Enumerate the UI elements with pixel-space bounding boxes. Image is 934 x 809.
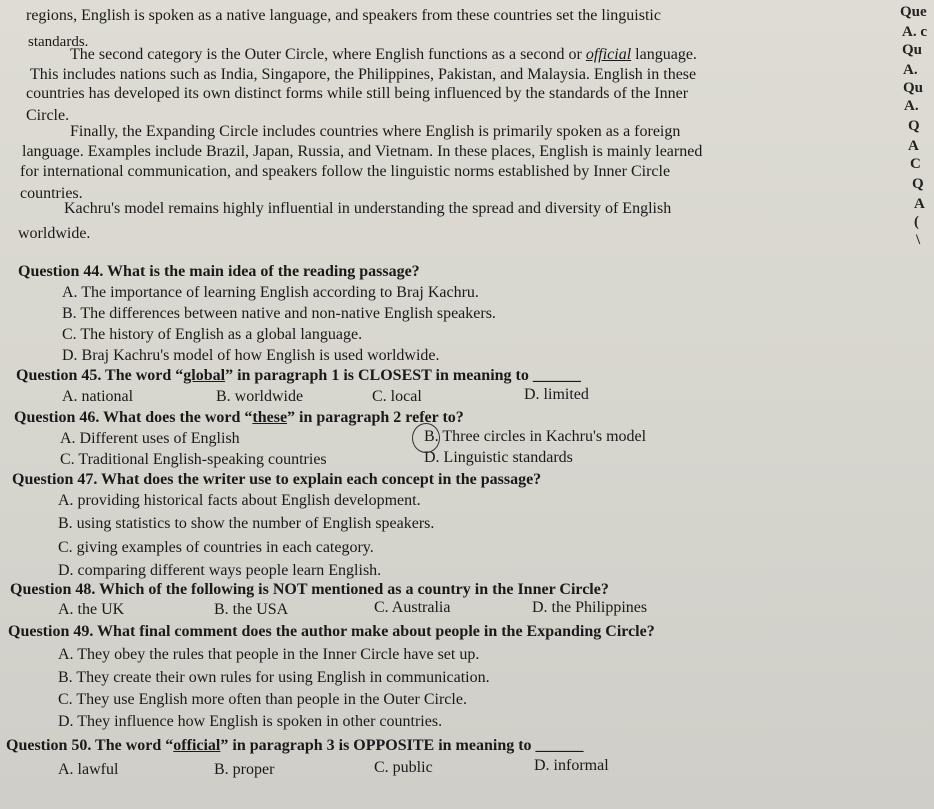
passage-line: countries. — [20, 185, 83, 202]
q45-option-b[interactable]: B. worldwide — [216, 388, 304, 405]
q48-option-a[interactable]: A. the UK — [58, 601, 125, 618]
passage-line: worldwide. — [18, 225, 91, 242]
q49-option-a[interactable]: A. They obey the rules that people in the Inner Circle have set up. — [58, 646, 480, 663]
passage-line: The second category is the Outer Circle, where English functions as a second or official language. — [70, 46, 697, 63]
q49-option-b[interactable]: B. They create their own rules for using English in communication. — [58, 669, 490, 686]
q46-option-c[interactable]: C. Traditional English-speaking countries — [60, 451, 327, 468]
side-fragment: Qu — [903, 80, 924, 96]
passage-line: standards. — [28, 34, 89, 50]
q50-option-a[interactable]: A. lawful — [58, 761, 119, 778]
q48-option-d[interactable]: D. the Philippines — [532, 599, 648, 616]
q47-option-c[interactable]: C. giving examples of countries in each category. — [58, 539, 374, 556]
q45-option-d[interactable]: D. limited — [524, 386, 589, 403]
side-fragment: ( — [914, 214, 919, 230]
passage-line: Kachru's model remains highly influential in understanding the spread and diversity of English — [64, 200, 672, 217]
question-44-stem: Question 44. What is the main idea of the reading passage? — [18, 263, 420, 280]
question-46-stem: Question 46. What does the word “these” in paragraph 2 refer to? — [14, 409, 464, 426]
side-fragment: Q — [912, 176, 924, 192]
q46-option-b[interactable]: B. Three circles in Kachru's model — [424, 428, 647, 445]
side-fragment: A — [908, 138, 919, 154]
side-fragment: C — [910, 156, 921, 172]
question-48-stem: Question 48. Which of the following is NOT mentioned as a country in the Inner Circle? — [10, 581, 609, 598]
q47-option-a[interactable]: A. providing historical facts about English development. — [58, 492, 421, 509]
q47-option-b[interactable]: B. using statistics to show the number of English speakers. — [58, 515, 435, 532]
q44-option-a[interactable]: A. The importance of learning English according to Braj Kachru. — [62, 284, 479, 301]
q46-option-d[interactable]: D. Linguistic standards — [424, 449, 573, 466]
q49-option-c[interactable]: C. They use English more often than people in the Outer Circle. — [58, 691, 467, 708]
question-50-stem: Question 50. The word “official” in paragraph 3 is OPPOSITE in meaning to ______ — [6, 737, 584, 754]
side-fragment: Que — [900, 4, 927, 20]
side-fragment: \ — [916, 232, 921, 248]
side-fragment: A — [914, 196, 925, 212]
question-45-stem: Question 45. The word “global” in paragraph 1 is CLOSEST in meaning to ______ — [16, 367, 581, 384]
side-fragment: A. — [903, 62, 918, 78]
passage-line: This includes nations such as India, Singapore, the Philippines, Pakistan, and Malaysia. English in these — [30, 66, 697, 83]
q47-option-d[interactable]: D. comparing different ways people learn English. — [58, 562, 382, 579]
q45-option-a[interactable]: A. national — [62, 388, 134, 405]
q50-option-b[interactable]: B. proper — [214, 761, 275, 778]
q48-option-c[interactable]: C. Australia — [374, 599, 451, 616]
passage-line: regions, English is spoken as a native language, and speakers from these countries set the linguistic — [26, 7, 661, 24]
passage-line: Circle. — [26, 107, 70, 124]
q46-option-a[interactable]: A. Different uses of English — [60, 430, 240, 447]
side-fragment: A. — [904, 98, 919, 114]
passage-line: countries has developed its own distinct forms while still being influenced by the standards of the Inner — [26, 85, 689, 102]
q50-option-d[interactable]: D. informal — [534, 757, 609, 774]
q48-option-b[interactable]: B. the USA — [214, 601, 289, 618]
passage-line: for international communication, and speakers follow the linguistic norms established by Inner Circle — [20, 163, 671, 180]
q49-option-d[interactable]: D. They influence how English is spoken in other countries. — [58, 713, 443, 730]
q44-option-c[interactable]: C. The history of English as a global language. — [62, 326, 363, 343]
question-47-stem: Question 47. What does the writer use to explain each concept in the passage? — [12, 471, 542, 488]
q44-option-d[interactable]: D. Braj Kachru's model of how English is used worldwide. — [62, 347, 440, 364]
q44-option-b[interactable]: B. The differences between native and non-native English speakers. — [62, 305, 496, 322]
passage-line: Finally, the Expanding Circle includes countries where English is primarily spoken as a foreign — [70, 123, 681, 140]
passage-line: language. Examples include Brazil, Japan, Russia, and Vietnam. In these places, English is mainly learned — [22, 143, 703, 160]
question-49-stem: Question 49. What final comment does the author make about people in the Expanding Circle? — [8, 623, 655, 640]
official-word: official — [585, 46, 632, 63]
side-fragment: Qu — [902, 42, 923, 58]
q50-option-c[interactable]: C. public — [374, 759, 433, 776]
side-fragment: A. c — [902, 24, 927, 40]
side-fragment: Q — [908, 118, 920, 134]
q45-option-c[interactable]: C. local — [372, 388, 422, 405]
